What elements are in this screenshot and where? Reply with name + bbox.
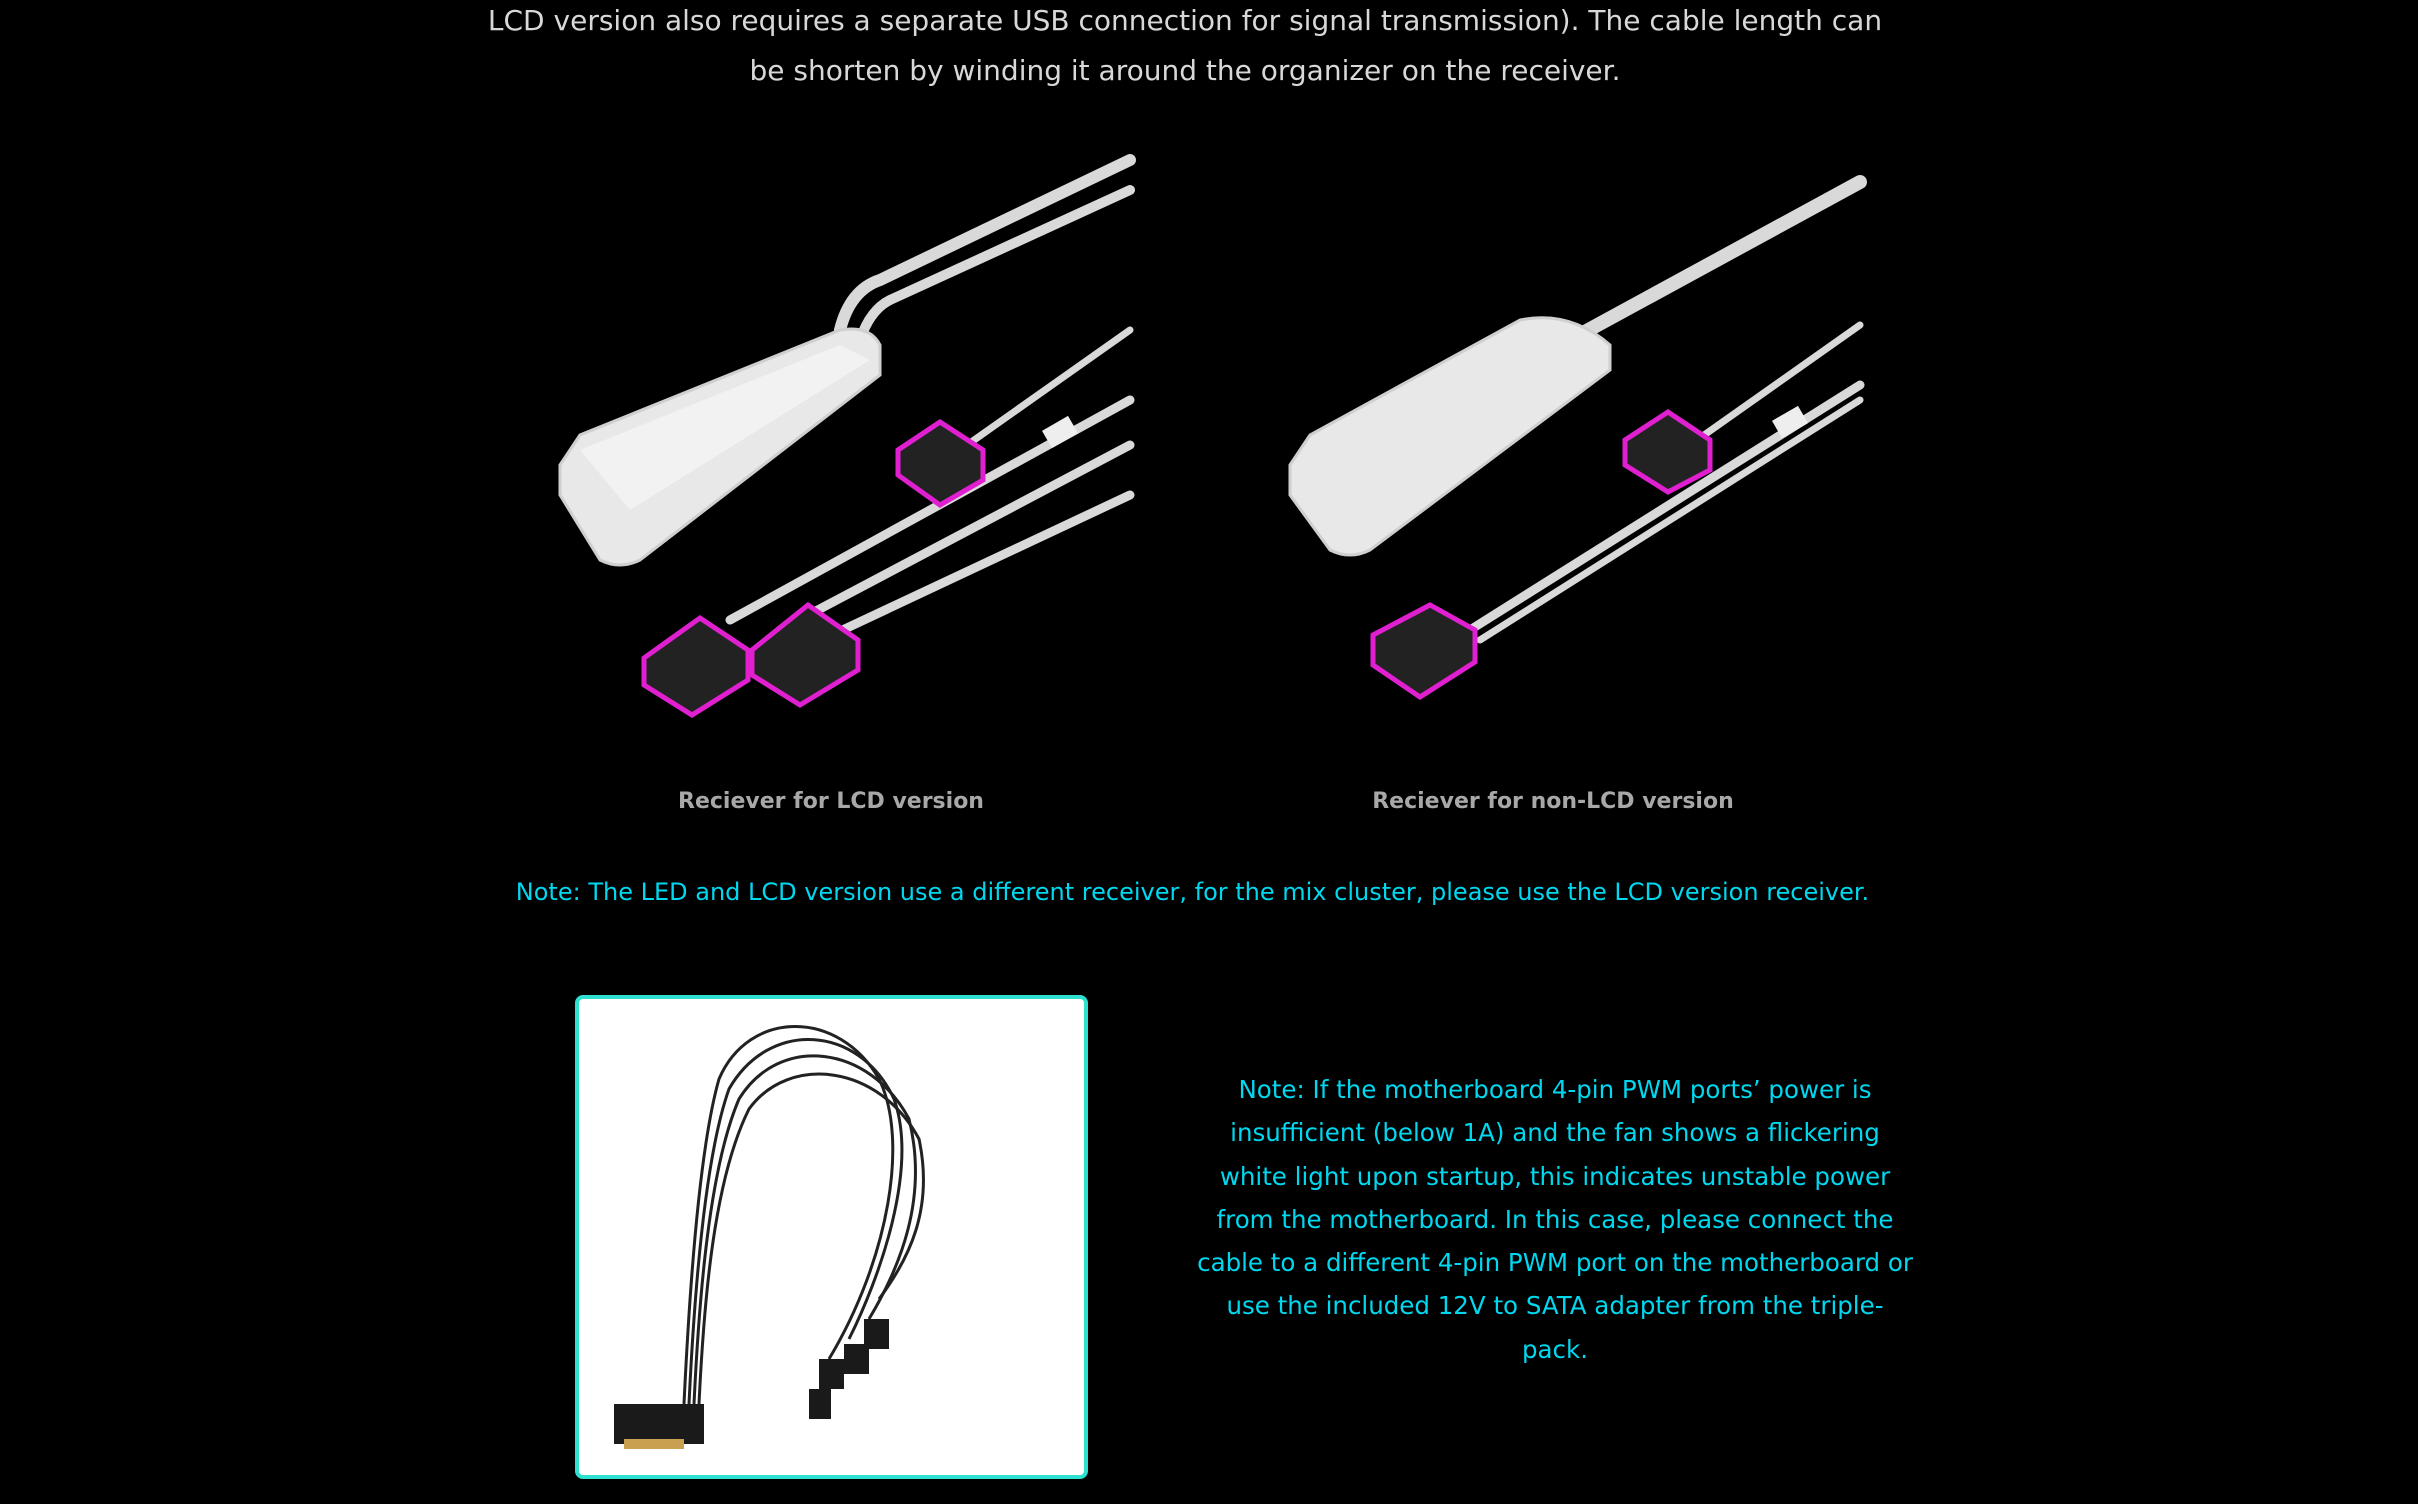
receiver-note: Note: The LED and LCD version use a different receiver, for the mix cluster, please use the LCD version receiver. [515, 878, 1870, 906]
intro-line-2: be shorten by winding it around the organizer on the receiver. [749, 54, 1621, 87]
sata-adapter-image-frame [575, 995, 1088, 1479]
lcd-receiver-image [540, 150, 1140, 740]
intro-line-1: LCD version also requires a separate USB connection for signal transmission). The cable length can [487, 4, 1883, 37]
caption-lcd-receiver: Reciever for LCD version [678, 789, 984, 814]
intro-paragraph [470, 0, 1900, 96]
caption-non-lcd-receiver: Reciever for non-LCD version [1372, 789, 1734, 814]
non-lcd-receiver-image [1270, 170, 1870, 730]
power-note: Note: If the motherboard 4-pin PWM ports’ power is insufficient (below 1A) and the fan shows a flickering white light upon startup, this indicates unstable power from the motherboard. In this case, please connect the cable to a different 4-pin PWM port on the motherboard or use the included 12V to SATA adapter from the triple-pack. [1197, 1075, 1913, 1364]
sata-adapter-cable-image [579, 999, 1084, 1475]
